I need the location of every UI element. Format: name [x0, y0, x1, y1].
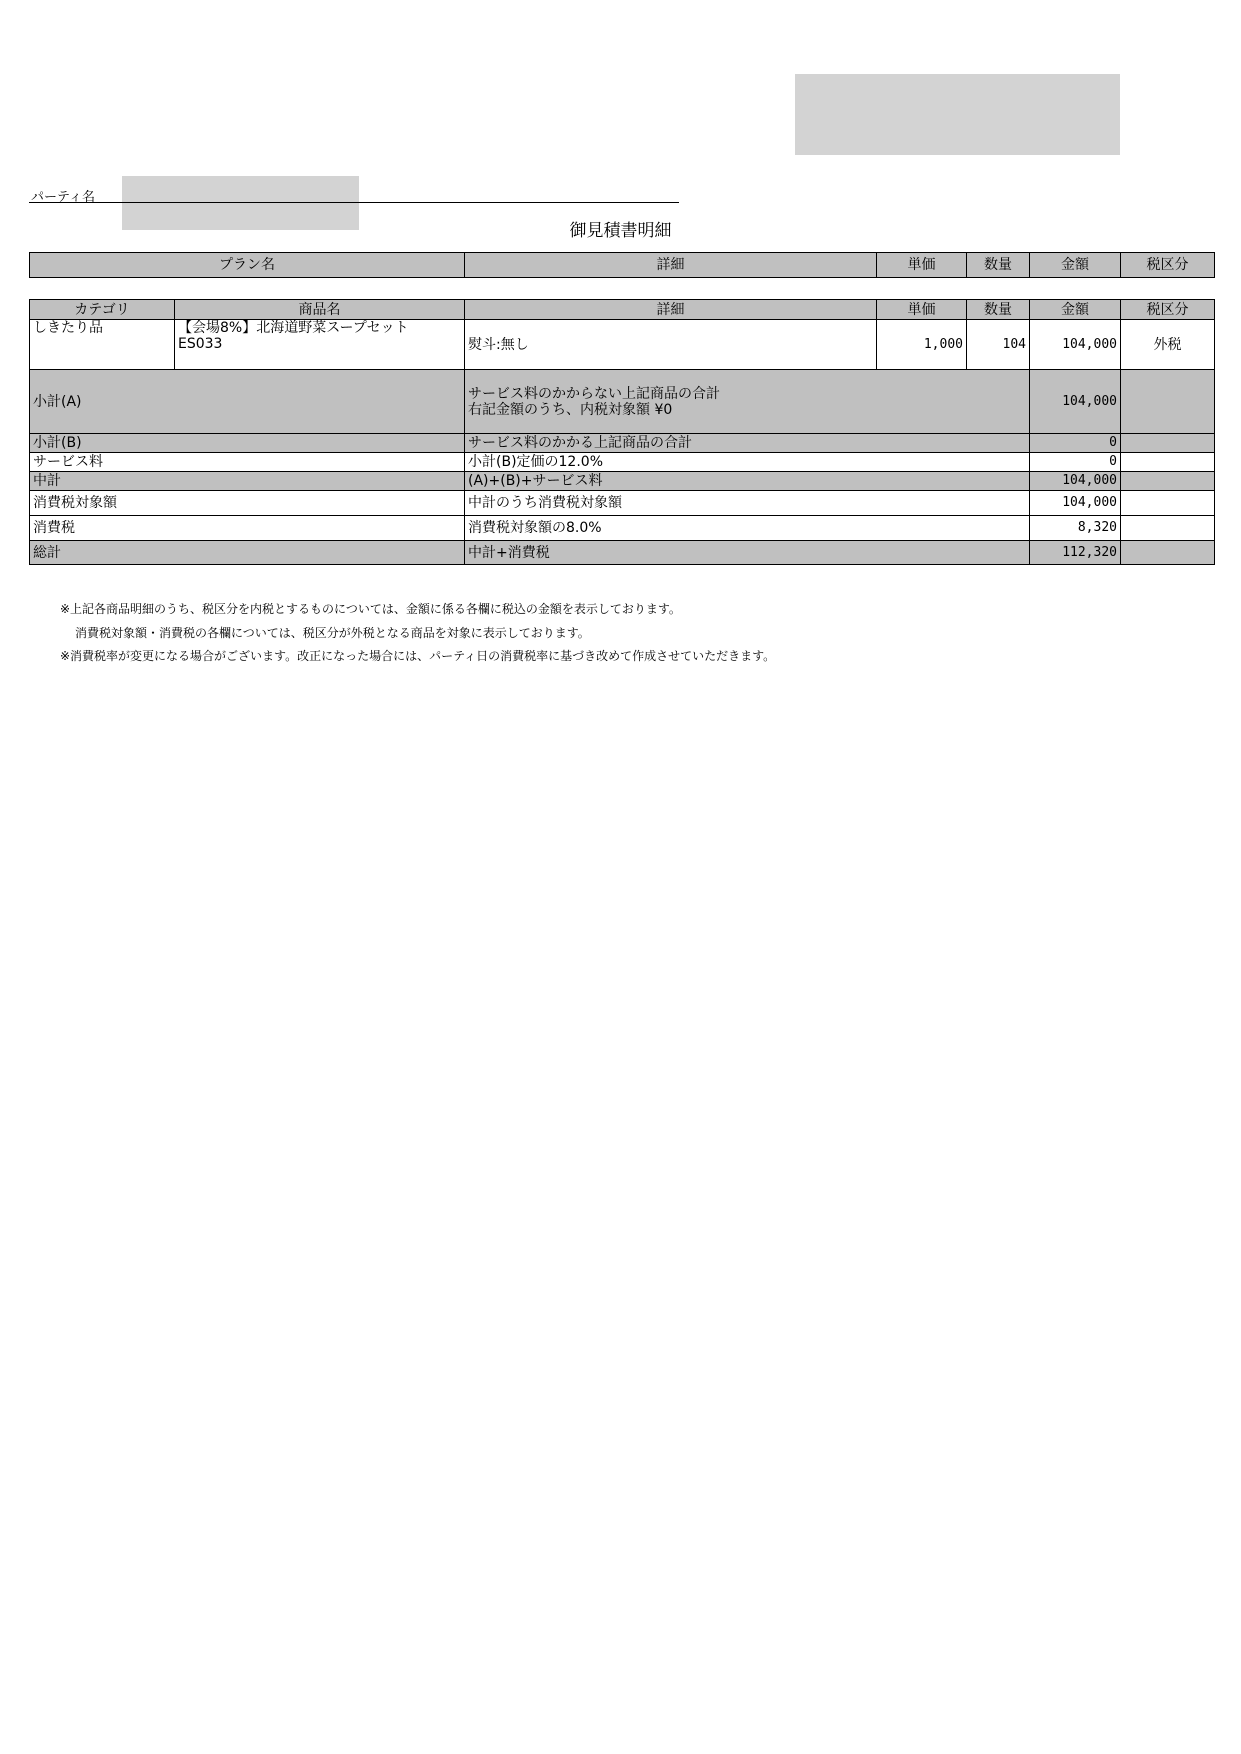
subtotal-b-label: 小計(B) [30, 434, 465, 453]
col-header-tax-type: 税区分 [1121, 253, 1215, 278]
col-header-tax-type: 税区分 [1121, 300, 1215, 320]
tax-label: 消費税 [30, 516, 465, 541]
taxable-detail: 中計のうち消費税対象額 [465, 491, 1030, 516]
subtotal-a-row [30, 370, 1215, 434]
row-detail: 熨斗:無し [465, 320, 877, 370]
note-1: ※上記各商品明細のうち、税区分を内税とするものについては、金額に係る各欄に税込の金額を表示しております。 [60, 602, 681, 616]
total-row [30, 541, 1215, 565]
midtotal-row [30, 472, 1215, 491]
row-unit-price: 1,000 [877, 320, 967, 370]
col-header-amount: 金額 [1030, 300, 1121, 320]
row-amount: 104,000 [1030, 320, 1121, 370]
row-category: しきたり品 [30, 320, 175, 370]
col-header-quantity: 数量 [967, 253, 1030, 278]
plan-header-row [30, 253, 1215, 278]
col-header-product: 商品名 [175, 300, 465, 320]
service-fee-amount: 0 [1030, 453, 1121, 472]
col-header-amount: 金額 [1030, 253, 1121, 278]
total-amount: 112,320 [1030, 541, 1121, 565]
tax-row [30, 516, 1215, 541]
col-header-detail: 詳細 [465, 300, 877, 320]
note-2: 消費税対象額・消費税の各欄については、税区分が外税となる商品を対象に表示しております。 [75, 625, 590, 640]
total-detail: 中計+消費税 [465, 541, 1030, 565]
item-header-row [30, 300, 1215, 320]
row-tax-type: 外税 [1121, 320, 1215, 370]
col-header-unit-price: 単価 [877, 300, 967, 320]
midtotal-tax [1121, 472, 1215, 491]
subtotal-b-row [30, 434, 1215, 453]
taxable-amount: 104,000 [1030, 491, 1121, 516]
col-header-plan-name: プラン名 [30, 253, 465, 278]
row-product: 【会場8%】北海道野菜スープセット ES033 [175, 320, 465, 370]
subtotal-b-tax [1121, 434, 1215, 453]
service-fee-label: サービス料 [30, 453, 465, 472]
total-label: 総計 [30, 541, 465, 565]
subtotal-a-detail-line2: 右記金額のうち、内税対象額 ¥0 [468, 401, 673, 418]
col-header-category: カテゴリ [30, 300, 175, 320]
row-quantity: 104 [967, 320, 1030, 370]
taxable-row [30, 491, 1215, 516]
midtotal-detail: (A)+(B)+サービス料 [465, 472, 1030, 491]
tax-amount: 8,320 [1030, 516, 1121, 541]
note-3: ※消費税率が変更になる場合がございます。改正になった場合には、パーティ日の消費税率に基づき改めて作成させていただきます。 [60, 649, 776, 663]
party-name-underline [29, 202, 679, 203]
taxable-label: 消費税対象額 [30, 491, 465, 516]
subtotal-a-detail [465, 370, 1030, 434]
taxable-tax [1121, 491, 1215, 516]
total-tax [1121, 541, 1215, 565]
col-header-unit-price: 単価 [877, 253, 967, 278]
col-header-detail: 詳細 [465, 253, 877, 278]
subtotal-a-label: 小計(A) [30, 370, 465, 434]
tax-tax [1121, 516, 1215, 541]
subtotal-a-detail-line1: サービス料のかからない上記商品の合計 [468, 385, 720, 402]
subtotal-a-amount: 104,000 [1030, 370, 1121, 434]
service-fee-detail: 小計(B)定価の12.0% [465, 453, 1030, 472]
table-row [30, 320, 1215, 370]
midtotal-amount: 104,000 [1030, 472, 1121, 491]
notes [60, 598, 775, 669]
tax-detail: 消費税対象額の8.0% [465, 516, 1030, 541]
party-name-label: パーティ名 [31, 190, 95, 205]
subtotal-b-amount: 0 [1030, 434, 1121, 453]
service-fee-tax [1121, 453, 1215, 472]
page-title: 御見積書明細 [569, 221, 672, 241]
col-header-quantity: 数量 [967, 300, 1030, 320]
item-table [29, 299, 1215, 565]
plan-table [29, 252, 1215, 278]
redacted-block [795, 74, 1120, 155]
subtotal-b-detail: サービス料のかかる上記商品の合計 [465, 434, 1030, 453]
subtotal-a-tax [1121, 370, 1215, 434]
service-fee-row [30, 453, 1215, 472]
midtotal-label: 中計 [30, 472, 465, 491]
